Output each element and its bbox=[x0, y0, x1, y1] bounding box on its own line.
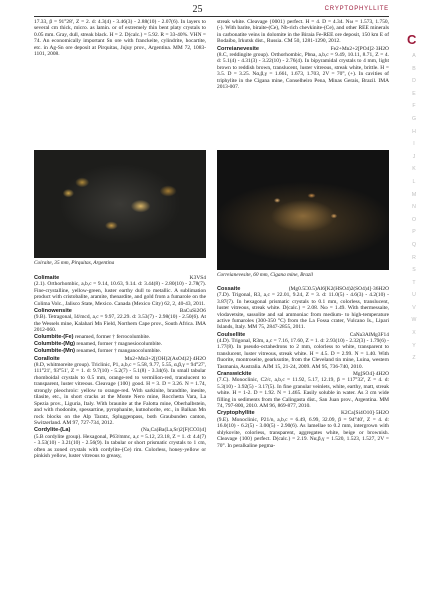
column-right-bottom bbox=[217, 285, 389, 449]
index-tab-letter[interactable]: Q bbox=[411, 241, 417, 248]
running-head: CRYPTOPHYLLITE bbox=[324, 6, 389, 12]
index-tab-letter[interactable]: X bbox=[412, 330, 416, 337]
entry-name: Cordylite-(La) bbox=[34, 427, 71, 434]
entry-text: renamed, former † magnesiocolumbite. bbox=[76, 341, 162, 348]
entry-cossaite bbox=[217, 286, 389, 331]
index-tab-letter[interactable]: Z bbox=[412, 355, 416, 362]
entry-cryptophyllite bbox=[217, 410, 389, 449]
index-tab-letter[interactable]: M bbox=[411, 191, 417, 198]
page-number: 25 bbox=[192, 4, 203, 15]
entry-name: Cossaite bbox=[217, 285, 241, 292]
entry-cordylite-la bbox=[34, 427, 206, 459]
header-rule bbox=[34, 16, 389, 17]
index-tab-letter[interactable]: H bbox=[412, 128, 416, 135]
entry-coralloite bbox=[34, 356, 206, 427]
column-right-top bbox=[217, 19, 389, 91]
index-tab-letter[interactable]: K bbox=[412, 166, 416, 173]
entry-text: (4.D). Trigonal, R3m, a,c = 7.16, 17.60, Z = 1. d: 2.93(10) - 2.32(3) - 1.79(6) - 1.77(8). In pseudo-octahedrons to 2 mm, colorless to white, transparent to translucent, luster vitreous, streak white. H = 4.5. D = 2.99. N = 1.40. With fluorite, montroseite, gearksutite, from the Cleveland tin mine, Luina, western Tasmania, Australia. AJM 15, 21-24, 2009. AM 95, 736-740, 2010. bbox=[217, 338, 389, 370]
index-tab-letter[interactable]: R bbox=[412, 254, 416, 261]
entry-columbite-mn bbox=[34, 348, 206, 354]
entry-text: (5.B cordylite group). Hexagonal, P63/mmc, a,c = 5.12, 23.18, Z = 1. d: 4.4(7) - 3.53(10) - 3.21(10) - 2.56(9). In tabular or short prismatic crystals to 1 cm, often as zoned crystals with cordylite-(Ce) rim. Colorless, honey-yellow or pinkish yellow, luster vitreous to greasy, bbox=[34, 433, 206, 460]
entry-formula: K3VS4 bbox=[189, 274, 206, 281]
index-tab-letter[interactable]: N bbox=[412, 204, 416, 211]
entry-text: (7.C). Monoclinic, C2/c, a,b,c = 11.92, 5.17, 12.19, β = 117°32', Z = 4. d: 5.3(10) - 3.92(5) - 3.17(5). In fine granular veinlets, white, earthy, matt, streak white. H = 1-2. D = 1.92. N = 1.465. Easily soluble in water. As 3 cm wide filling in sediments from the Calingasta dist., San Juan prov., Argentina. MM 74, 797-800, 2010. AM 96, 869-877, 2010. bbox=[217, 377, 389, 410]
mineral-photo-correianevesite bbox=[217, 150, 389, 270]
entry-text: (2.1). Orthorhombic, a,b,c = 9.14, 10.63, 9.14. d: 3.44(8) - 2.80(10) - 2.78(7). Fine-crystalline, yellow-green, luster earthy dull to metallic. A sublimation product with cristobalite, aramite, thenardite, and gold from a fumarole on the Colima Volc., Jalisco State, Mexico. Canada (Mexico City) 62, 2, 40-43, 2011. bbox=[34, 281, 206, 307]
index-tab-letter[interactable]: D bbox=[412, 78, 416, 85]
entry-colinowensite bbox=[34, 308, 206, 334]
index-tab-letter[interactable]: G bbox=[411, 115, 417, 122]
cordylite-continuation: streak white. Cleavage {0001} perfect. H = 4. D = 4.34. Nω = 1.573, 1.750, (-). With barite, biraite-(Ce), Nb-rich chevkinite-(Ce), and other REE minerals in carbonatite veins in dolomite in the Biraia Fe-REE ore deposit, 150 km E of Bodaibo, Irkutsk dist., Russia. CM 50, 1281-1290, 2012. bbox=[217, 19, 389, 45]
figure-caption-right: Correianevesite, 60 mm, Cigana mine, Brazil bbox=[217, 272, 314, 278]
entry-formula: BaCuSi2O6 bbox=[179, 307, 206, 314]
index-tab-letter[interactable]: V bbox=[412, 304, 416, 311]
entry-formula: Mg[SO4]·4H2O bbox=[353, 370, 389, 377]
entry-name: Cranswickite bbox=[217, 370, 252, 377]
entry-formula: CaNa3AlMg3F14 bbox=[349, 331, 389, 338]
entry-columbite-fe bbox=[34, 334, 206, 340]
figure-caption-left: Coiraite, 35 mm, Pirquitas, Argentina bbox=[34, 260, 115, 266]
index-tab-letter[interactable]: L bbox=[412, 178, 416, 185]
column-left-bottom bbox=[34, 274, 206, 460]
entry-coulsellite bbox=[217, 332, 389, 371]
index-tab-letter[interactable]: P bbox=[412, 229, 416, 236]
index-tab-current-letter[interactable]: C bbox=[407, 32, 417, 47]
index-tab-letter[interactable]: E bbox=[412, 90, 416, 97]
entry-text: renamed, former † manganocolumbite. bbox=[76, 348, 162, 355]
index-tab-letter[interactable]: J bbox=[412, 153, 416, 160]
entry-name: Colimaite bbox=[34, 274, 60, 281]
index-tab-letter[interactable]: T bbox=[412, 279, 416, 286]
entry-name: Columbite-(Mg) bbox=[34, 341, 76, 348]
entry-colimaite bbox=[34, 275, 206, 307]
entry-correianevesite bbox=[217, 46, 389, 91]
coiraite-continuation: 17.33, β = 91°28', Z = 2. d: 4.3(4) - 3.46(3) - 2.88(10) - 2.07(6). In layers to several cm thick, micro. as lamin. or of extremely thin bent platy crystals to 0.05 mm. Gray, dull, streak black. H = 2. D(calc.) = 5.92. R = 33-40%. VHN = 74. An economically important Sn ore with franckeite, cylindrite, hocartite, etc. in Ag-Sn ore deposit at Pirquitas, Jujuy prov., Argentina. MM 72, 1083-1101, 2008. bbox=[34, 19, 206, 58]
entry-name: Coralloite bbox=[34, 355, 60, 362]
entry-name: Correianevesite bbox=[217, 45, 259, 52]
entry-text: renamed, former † ferrocolumbite. bbox=[74, 334, 151, 341]
entry-name: Columbite-(Mn) bbox=[34, 348, 76, 355]
entry-formula: (Mg0.5□0.5)Al6[K2(HSO4)2(SO4)4]·36H2O bbox=[288, 285, 389, 292]
index-tab-letters bbox=[409, 50, 419, 365]
index-tab-letter[interactable]: B bbox=[412, 65, 416, 72]
entry-formula: Mn2+Mn3+2[(OH)2(AsO4)2]·4H2O bbox=[124, 355, 206, 362]
entry-columbite-mg bbox=[34, 341, 206, 347]
entry-formula: Fe2+Mn2+2[PO4]2·3H2O bbox=[330, 45, 389, 52]
mineral-photo-coiraite bbox=[34, 150, 206, 258]
index-tab-letter[interactable]: I bbox=[413, 141, 415, 148]
index-tab-letter[interactable]: O bbox=[411, 216, 417, 223]
entry-text: (9.E). Monoclinic, P21/n, a,b,c = 6.49, 6.99, 32.09, β = 94°40', Z = 4. d: 16.0(10) - 6.2(5) - 3.00(5) - 2.90(6). As lamellae to 0.2 mm, intergrown with shlykovite, colorless, transparent, aggregates white, beige or brownish. Cleavage {100} perfect. D(calc.) = 2.19. Nα,β,γ = 1.520, 1.523, 1.527, 2V = 70°. In peralkaline pegma- bbox=[217, 416, 389, 449]
entry-formula: (Na,Ca)Ba(La,Sr)2[F(CO3)4] bbox=[141, 427, 206, 434]
entry-text: (8.C, reddingite group). Orthorhombic, Pbna, a,b,c = 9.49, 10.11, 8.71, Z = 4. d: 5.1(4) - 4.31(3) - 3.22(10) - 2.76(4). In bipyramidal crystals to 4 mm, light brown to reddish brown, translucent, luster vitreous, streak white, brittle. H = 3.5. D = 3.25. Nα,β,γ = 1.661, 1.673, 1.703, 2V = 70°, (+). In cavities of triphylite in the Cigana mine, Conselheiro Pena, Minas Gerais, Brazil. IMA 2013-007. bbox=[217, 51, 389, 91]
index-tab-letter[interactable]: F bbox=[412, 103, 416, 110]
entry-name: Colinowensite bbox=[34, 307, 72, 314]
entry-name: Columbite-(Fe) bbox=[34, 334, 74, 341]
entry-text: (9.B). Tetragonal, I4/mcd, a,c = 9.97, 22.29. d: 3.53(7) - 2.98(10) - 2.50(6). At the Wessels mine, Kalahari Mn Field, Northern Cape prov., South Africa. IMA 2012-060. bbox=[34, 314, 206, 333]
entry-text: (8.D, whitmoreite group). Triclinic, P1, a,b,c = 5.58, 9.77, 5.55, α,β,γ = 94°27', 111°21', 93°51', Z = 1. d: 9.7(10) - 5.2(7) - 5.1(8) - 3.34(6). In small tabular rhomboidal crystals to 0.5 mm, orange-red to vermilion-red, translucent to transparent, luster vitreous. Cleavage {100} good. H = 3. D = 3.26. N = 1.74, strongly pleochroic: yellow to orange-red. With sarkinite, brandtite, inesite, tilasite, etc., in short cracks at the Monte Nero mine, Rocchetta Vara, La Spezia prov., Liguria, Italy. With braunite at the Falotta mine, Oberhalbstein, and with rhodonite, spessartine, pyrophanite, kutnohorite, etc., in Balkan Mn rock blocks on the Alp Taratz, Spluggenpass, both Graubunden canton, Switzerland. AM 97, 727-734, 2012. bbox=[34, 362, 206, 427]
entry-cranswickite bbox=[217, 371, 389, 410]
entry-name: Cryptophyllite bbox=[217, 410, 255, 417]
index-tab-letter[interactable]: Y bbox=[412, 342, 416, 349]
entry-text: (7.D). Trigonal, R3, a,c = 22.01, 9.24, Z = 3. d: 11.0(5) - 4.6(3) - 4.2(10) - 3.87(7). In hexagonal prismatic crystals to 0.1 mm, colorless, translucent, luster vitreous, streak white. D(calc.) = 2.08. Nω = 1.49. With thermessaite, vlodavetsite, sassolite and sal ammoniac from medium- to high-temperature active fumaroles (300-350 °C) from the La Fossa crater, Vulcano Is., Lipari Islands, Italy. MM 75, 2847-2855, 2011. bbox=[217, 292, 389, 331]
index-tab-letter[interactable]: S bbox=[412, 267, 416, 274]
index-tab-letter[interactable]: A bbox=[412, 53, 416, 59]
index-tab-letter[interactable]: W bbox=[411, 317, 417, 324]
index-tab-letter[interactable]: U bbox=[412, 292, 416, 299]
column-left-top bbox=[34, 19, 206, 58]
entry-formula: K2Ca[Si4O10]·5H2O bbox=[340, 410, 389, 417]
entry-name: Coulsellite bbox=[217, 331, 246, 338]
